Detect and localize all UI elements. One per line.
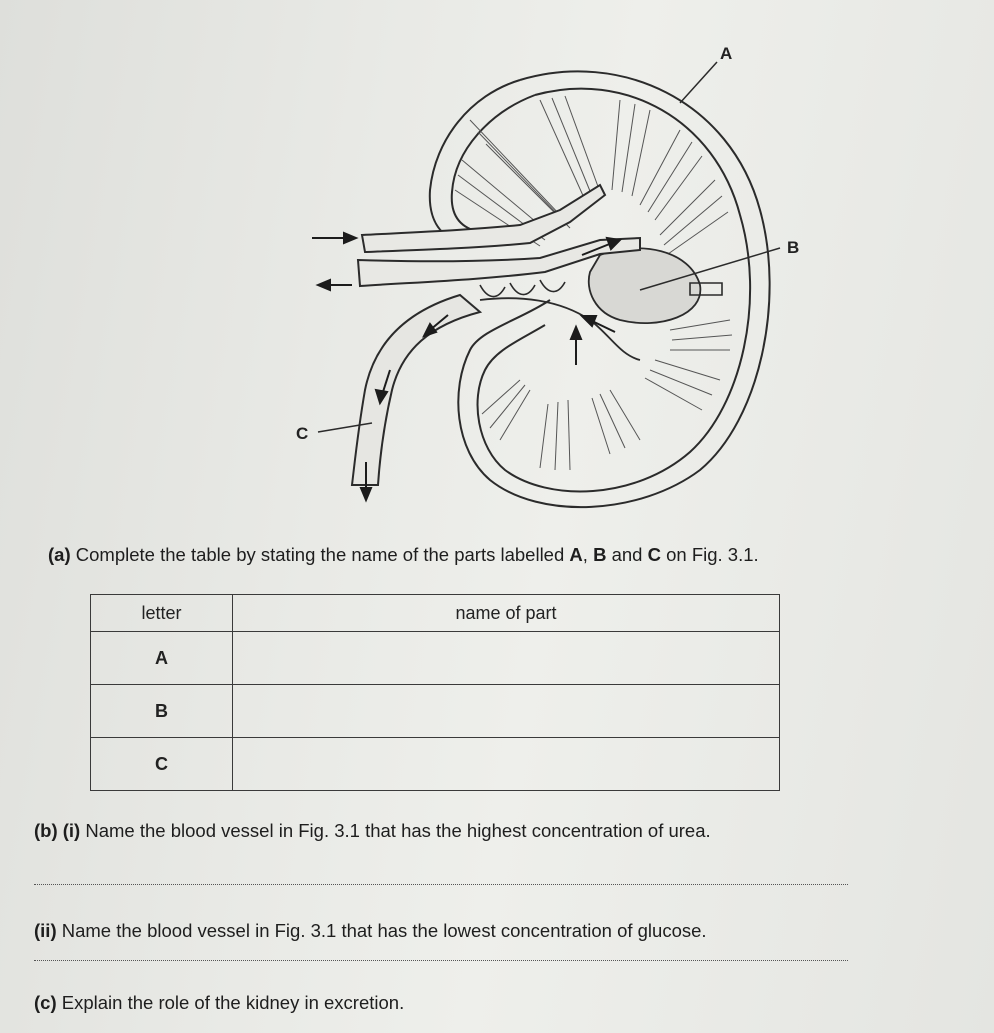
question-b-ii xyxy=(34,920,707,942)
question-b-i-text: Name the blood vessel in Fig. 3.1 that has the highest concentration of urea. xyxy=(80,820,711,841)
header-name-of-part: name of part xyxy=(233,595,780,632)
question-c xyxy=(34,992,404,1014)
answer-cell-a[interactable] xyxy=(233,632,780,685)
question-a-sep-2: and xyxy=(606,544,648,565)
question-a-bold-b: B xyxy=(593,544,607,565)
question-a-prefix: (a) xyxy=(48,544,71,565)
answer-line-b-i[interactable] xyxy=(34,884,848,885)
label-b: B xyxy=(787,238,800,257)
question-a-bold-c: C xyxy=(647,544,661,565)
question-b-ii-text: Name the blood vessel in Fig. 3.1 that has the lowest concentration of glucose. xyxy=(56,920,707,941)
label-a: A xyxy=(720,44,733,63)
question-a-text-2: on Fig. 3.1. xyxy=(660,544,759,565)
question-a xyxy=(48,544,759,566)
question-a-text-1: Complete the table by stating the name of the parts labelled xyxy=(70,544,570,565)
answer-cell-b[interactable] xyxy=(233,685,780,738)
question-b-ii-prefix: (ii) xyxy=(34,920,57,941)
ureter xyxy=(352,295,480,485)
renal-pelvis xyxy=(589,248,701,323)
renal-artery xyxy=(362,185,605,252)
table-row xyxy=(91,738,780,791)
question-c-text: Explain the role of the kidney in excretion. xyxy=(56,992,405,1013)
table-header-row xyxy=(91,595,780,632)
answer-cell-c[interactable] xyxy=(233,738,780,791)
question-a-sep-1: , xyxy=(582,544,594,565)
question-a-bold-a: A xyxy=(569,544,583,565)
row-letter-a: A xyxy=(91,632,233,685)
answer-line-b-ii[interactable] xyxy=(34,960,848,961)
question-b-i-prefix: (b) (i) xyxy=(34,820,81,841)
row-letter-c: C xyxy=(91,738,233,791)
question-c-prefix: (c) xyxy=(34,992,57,1013)
table-row xyxy=(91,632,780,685)
parts-table xyxy=(90,594,780,791)
header-letter: letter xyxy=(91,595,233,632)
question-b-i xyxy=(34,820,711,842)
label-c: C xyxy=(296,424,309,443)
row-letter-b: B xyxy=(91,685,233,738)
table-row xyxy=(91,685,780,738)
